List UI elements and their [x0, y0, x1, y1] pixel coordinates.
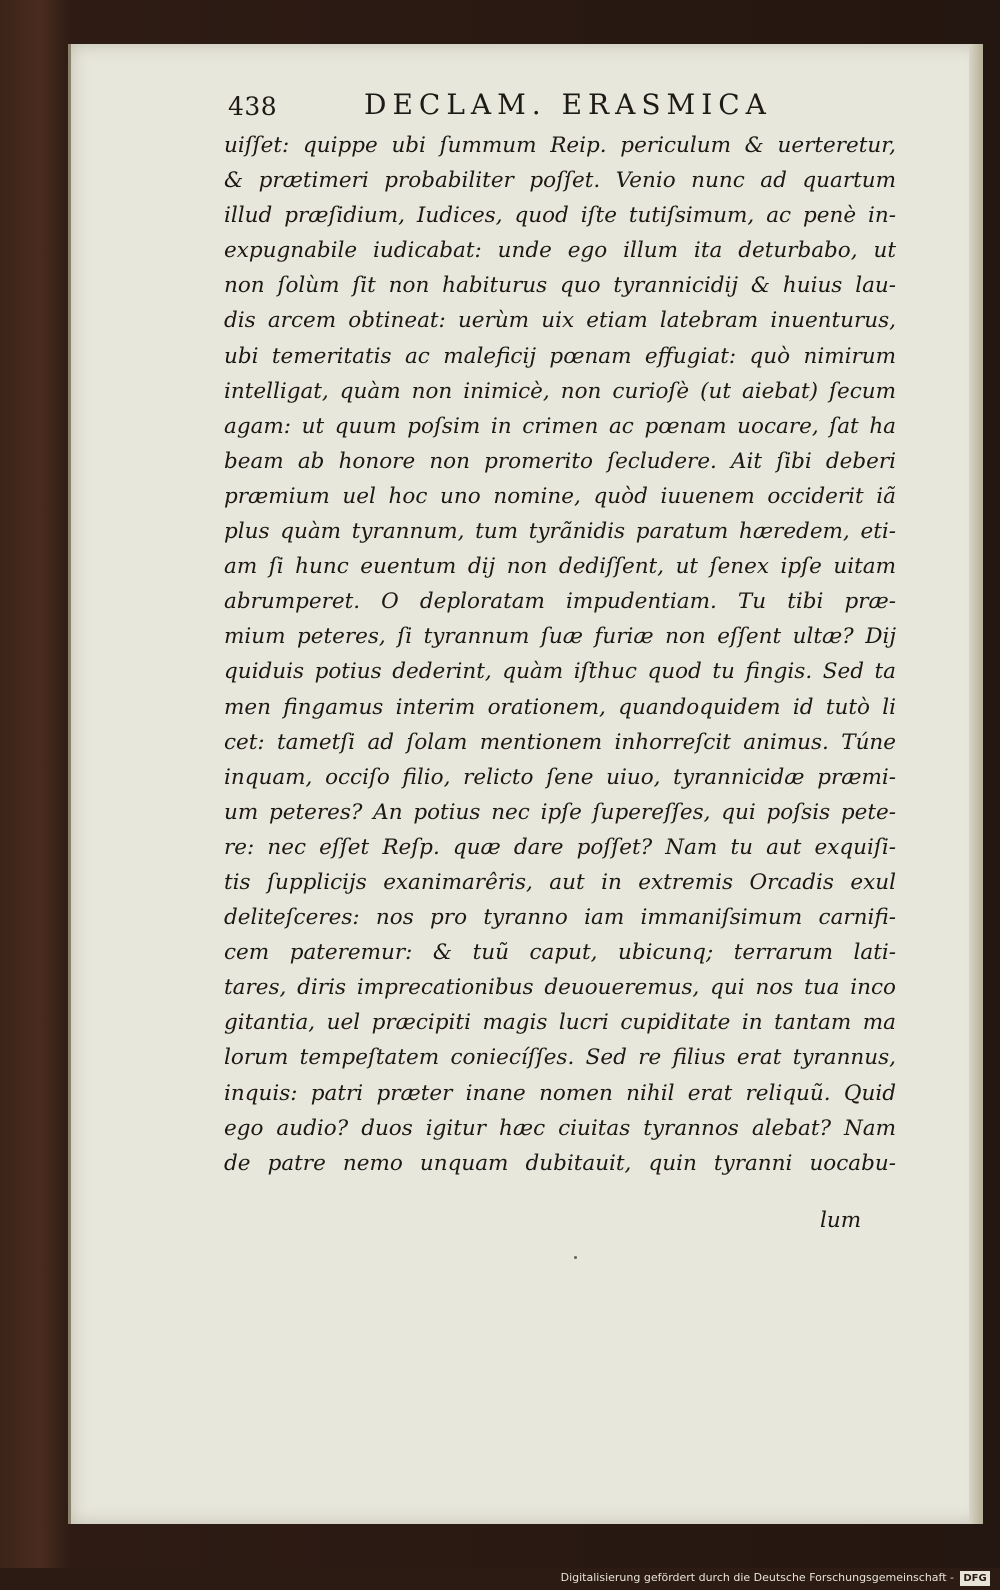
text-line: quiduis potius dederint, quàm iſthuc quod tu fingis. Sed ta	[224, 659, 896, 685]
text-line: uiſſet: quippe ubi ſummum Reip. periculum & uerteretur,	[224, 133, 896, 158]
text-line: intelligat, quàm non inimicè, non curioſè (ut aiebat) ſecum	[224, 378, 896, 404]
catchword: lum	[820, 1208, 862, 1233]
text-line: inquis: patri præter inane nomen nihil erat reliquũ. Quid	[224, 1080, 896, 1106]
text-line: cem pateremur: & tuũ caput, ubicunq; terrarum lati-	[224, 940, 896, 966]
text-line: gitantia, uel præcipiti magis lucri cupiditate in tantam ma	[224, 1010, 896, 1036]
text-line: inquam, occiſo filio, relicto ſene uiuo, tyrannicidæ præmi-	[224, 764, 896, 790]
footer-bar	[0, 1568, 1000, 1590]
page-number: 438	[228, 92, 278, 121]
text-line: agam: ut quum poſsim in crimen ac pœnam uocare, ſat ha	[224, 413, 896, 439]
text-line: deliteſceres: nos pro tyranno iam immaniſsimum carnifi-	[224, 905, 896, 931]
text-line: abrumperet. O deploratam impudentiam. Tu tibi præ-	[224, 589, 896, 615]
dfg-logo: DFG	[960, 1571, 990, 1586]
text-line: dis arcem obtineat: uerùm uix etiam latebram inuenturus,	[224, 308, 896, 334]
text-line: am ſi hunc euentum dij non dediſſent, ut ſenex ipſe uitam	[224, 554, 896, 580]
text-line: um peteres? An potius nec ipſe ſupereſſes, qui poſsis pete-	[224, 799, 896, 825]
text-line: non ſolùm ſit non habiturus quo tyrannicidij & huius lau-	[224, 273, 896, 299]
text-line: re: nec eſſet Reſp. quæ dare poſſet? Nam tu aut exquiſi-	[224, 834, 896, 860]
text-line: tis ſupplicijs exanimarêris, aut in extremis Orcadis exul	[224, 869, 896, 895]
page-edge	[969, 44, 983, 1524]
text-line: illud præſidium, Iudices, quod iſte tutiſsimum, ac penè in-	[224, 203, 896, 229]
text-line: lorum tempeſtatem coniecíſſes. Sed re filius erat tyrannus,	[224, 1045, 896, 1071]
text-line: & prætimeri probabiliter poſſet. Venio nunc ad quartum	[224, 168, 896, 194]
text-line: ubi temeritatis ac maleficij pœnam effugiat: quò nimirum	[224, 343, 896, 369]
funding-credit: Digitalisierung gefördert durch die Deutsche Forschungsgemeinschaft -	[560, 1571, 954, 1584]
text-line: ego audio? duos igitur hæc ciuitas tyrannos alebat? Nam	[224, 1115, 896, 1141]
text-line: de patre nemo unquam dubitauit, quin tyranni uocabu-	[224, 1150, 896, 1176]
text-line: tares, diris imprecationibus deuoueremus, qui nos tua inco	[224, 975, 896, 1001]
body-text	[224, 128, 896, 1181]
text-line: præmium uel hoc uno nomine, quòd iuuenem occiderit iã	[224, 483, 896, 509]
running-title: DECLAM. ERASMICA	[364, 88, 772, 121]
text-line: beam ab honore non promerito ſecludere. Ait ſibi deberi	[224, 448, 896, 474]
paper-speck	[574, 1256, 577, 1259]
text-line: expugnabile iudicabat: unde ego illum ita deturbabo, ut	[224, 238, 896, 264]
text-line: mium peteres, ſi tyrannum ſuæ furiæ non eſſent ultæ? Dij	[224, 624, 896, 650]
text-line: men fingamus interim orationem, quandoquidem id tutò li	[224, 694, 896, 720]
text-line: plus quàm tyrannum, tum tyrãnidis paratum hæredem, eti-	[224, 519, 896, 545]
text-line: cet: tametſi ad ſolam mentionem inhorreſcit animus. Túne	[224, 729, 896, 755]
